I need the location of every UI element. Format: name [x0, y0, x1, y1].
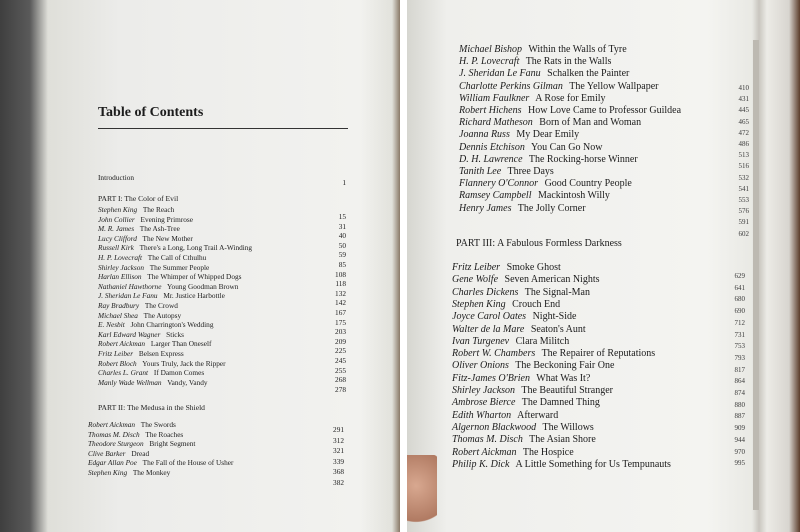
part3-page-number: 641 [734, 283, 745, 292]
entry-author: Fitz-James O'Brien [452, 372, 530, 384]
entry-title: The Autopsy [141, 310, 182, 320]
part1-entry [98, 244, 252, 253]
part2-cont-page-number: 532 [738, 173, 749, 182]
part1-page-number: 85 [338, 260, 346, 269]
thumb [407, 455, 437, 532]
part3-page-number: 680 [734, 295, 745, 304]
entry-title: The Swords [139, 420, 176, 429]
part2-cont-entry [459, 81, 658, 92]
entry-title: The Roaches [143, 429, 184, 439]
entry-title: A Little Something for Us Tempunauts [513, 458, 671, 470]
part3-entry [452, 348, 655, 359]
part3-entry [452, 459, 671, 470]
part1-page-number: 118 [335, 279, 346, 289]
part3-page-number: 887 [734, 412, 745, 421]
entry-title: Born of Man and Woman [536, 117, 642, 129]
entry-title: There's a Long, Long Trail A-Winding [137, 243, 253, 253]
part3-entry [452, 324, 586, 335]
toc-title: Table of Contents [98, 105, 204, 120]
entry-title: Vandy, Vandy [165, 377, 208, 387]
part2-cont-entry [459, 117, 641, 128]
part3-entry [452, 274, 600, 285]
entry-author: Fritz Leiber [98, 349, 134, 358]
entry-title: Yours Truly, Jack the Ripper [140, 358, 226, 368]
part3-entry [452, 422, 594, 433]
part2-cont-entry [459, 56, 611, 67]
entry-author: Lucy Clifford [98, 233, 137, 243]
part3-page-number: 880 [734, 400, 745, 409]
part1-entry [98, 254, 206, 263]
entry-author: Charlotte Perkins Gilman [459, 80, 563, 92]
entry-author: Fritz Leiber [452, 262, 501, 273]
entry-title: Bright Segment [147, 439, 196, 449]
part1-entry [98, 360, 226, 369]
entry-title: The Crowd [143, 301, 178, 310]
entry-title: Mackintosh Willy [535, 190, 610, 202]
entry-author: Robert Aickman [98, 339, 146, 349]
part2-cont-entry [459, 190, 610, 201]
part1-entry [98, 216, 193, 225]
part2-heading: PART II: The Medusa in the Shield [98, 403, 205, 412]
part3-entry [452, 360, 614, 371]
entry-title: Three Days [505, 166, 554, 177]
part2-cont-page-number: 513 [738, 151, 749, 160]
part3-page-number: 731 [734, 330, 745, 339]
part1-entry [98, 379, 208, 388]
entry-title: Seaton's Aunt [528, 323, 586, 335]
entry-author: Shirley Jackson [452, 385, 516, 396]
part3-page-number: 817 [734, 365, 745, 374]
part1-page-number: 59 [338, 250, 346, 260]
part2-page-number: 312 [333, 435, 344, 445]
entry-title: The Willows [540, 421, 594, 433]
page-edge [753, 40, 759, 510]
part3-entry [452, 397, 600, 408]
entry-title: Young Goodman Brown [165, 281, 239, 291]
entry-author: Flannery O'Connor [459, 178, 539, 190]
entry-author: Nathaniel Hawthorne [98, 281, 162, 291]
part2-page-number: 368 [333, 467, 344, 477]
entry-title: My Dear Emily [513, 129, 580, 141]
part2-cont-page-number: 472 [738, 128, 749, 137]
part1-entry [98, 340, 211, 349]
entry-author: J. Sheridan Le Fanu [459, 68, 541, 80]
entry-author: J. Sheridan Le Fanu [98, 291, 158, 301]
entry-title: The Call of Cthulhu [146, 253, 207, 262]
entry-author: Tanith Lee [459, 166, 502, 177]
entry-author: Robert Aickman [452, 446, 517, 458]
part3-entry [452, 434, 596, 445]
entry-title: The Rats in the Walls [523, 56, 612, 68]
part1-entry [98, 292, 225, 301]
entry-author: Ivan Turgenev [452, 335, 510, 347]
entry-author: Charles L. Grant [98, 368, 149, 378]
part3-entry [452, 410, 558, 421]
part1-page-number: 15 [338, 212, 346, 221]
entry-author: Henry James [459, 202, 512, 214]
part1-page-number: 203 [335, 327, 346, 337]
entry-title: The Monkey [131, 468, 171, 477]
entry-author: Thomas M. Disch [452, 434, 523, 446]
part1-page-number: 167 [335, 308, 346, 317]
part1-entry [98, 321, 213, 330]
part2-page-number: 382 [333, 478, 344, 487]
entry-author: Edgar Allan Poe [88, 458, 137, 468]
part3-entry [452, 447, 574, 458]
part2-cont-entry [459, 93, 606, 104]
entry-author: Theodore Sturgeon [88, 439, 144, 449]
part2-cont-page-number: 602 [738, 229, 749, 238]
part2-cont-entry [459, 129, 579, 140]
entry-author: M. R. James [98, 224, 135, 234]
part1-entry [98, 273, 241, 282]
entry-title: The Damned Thing [519, 397, 600, 409]
entry-title: The Beautiful Stranger [519, 385, 614, 396]
part2-cont-page-number: 431 [738, 95, 749, 104]
entry-author: Ray Bradbury [98, 301, 140, 310]
part2-entry [88, 450, 149, 459]
part3-page-number: 793 [734, 353, 745, 362]
part1-page-number: 108 [335, 269, 346, 279]
part2-entry [88, 459, 233, 468]
photo-gap [400, 0, 407, 532]
entry-author: Joyce Carol Oates [452, 311, 527, 323]
part2-entry [88, 431, 183, 440]
part1-page-number: 142 [335, 298, 346, 308]
part2-cont-entry [459, 203, 586, 214]
entry-author: Thomas M. Disch [88, 429, 140, 439]
part1-entry [98, 225, 180, 234]
part1-entry [98, 350, 184, 359]
part1-entry [98, 312, 181, 321]
entry-author: Robert Aickman [88, 420, 136, 429]
part1-entry [98, 235, 193, 244]
entry-author: E. Nesbit [98, 320, 125, 330]
entry-author: Clive Barker [88, 448, 126, 458]
part3-entry [452, 311, 576, 322]
entry-title: Schalken the Painter [544, 68, 630, 80]
title-rule [98, 128, 348, 129]
entry-title: Night-Side [530, 311, 577, 323]
entry-author: Stephen King [452, 298, 506, 310]
part2-cont-page-number: 486 [738, 140, 749, 148]
part2-entry [88, 440, 195, 449]
part3-page-number: 864 [734, 377, 745, 386]
part1-page-number: 50 [338, 240, 346, 250]
entry-title: The Fall of the House of Usher [140, 458, 234, 468]
part1-page-number: 132 [335, 288, 346, 298]
part3-page-number: 874 [734, 389, 745, 397]
entry-author: Dennis Etchison [459, 141, 525, 153]
part2-cont-page-number: 465 [738, 117, 749, 126]
part2-page-number: 321 [333, 446, 344, 456]
part3-heading: PART III: A Fabulous Formless Darkness [456, 238, 622, 249]
entry-author: Michael Bishop [459, 44, 523, 55]
entry-title: The Jolly Corner [515, 202, 586, 214]
part2-cont-page-number: 445 [738, 106, 749, 115]
part2-cont-page-number: 591 [738, 218, 749, 227]
entry-title: The Ash-Tree [138, 224, 180, 234]
part3-entry [452, 287, 590, 298]
part3-entry [452, 299, 560, 310]
entry-author: H. P. Lovecraft [459, 56, 520, 68]
entry-title: Smoke Ghost [504, 262, 561, 273]
part3-page-number: 970 [734, 447, 745, 456]
entry-author: Ramsey Campbell [459, 190, 532, 202]
entry-author: Edith Wharton [452, 409, 512, 421]
part1-page-number: 175 [335, 317, 346, 327]
entry-author: D. H. Lawrence [459, 153, 523, 165]
part1-page-number: 255 [335, 365, 346, 375]
part3-entry [452, 373, 590, 384]
part3-page-number: 629 [734, 272, 745, 280]
entry-author: Karl Edward Wagner [98, 329, 161, 339]
part1-entry [98, 283, 238, 292]
right-photo [407, 0, 800, 532]
part1-heading: PART I: The Color of Evil [98, 194, 179, 203]
part1-entry [98, 264, 209, 273]
part2-cont-page-number: 576 [738, 207, 749, 216]
entry-title: Mr. Justice Harbottle [161, 291, 225, 301]
part2-cont-entry [459, 68, 629, 79]
entry-author: Richard Matheson [459, 117, 533, 129]
part2-entry [88, 469, 170, 478]
part3-page-number: 995 [734, 459, 745, 468]
entry-author: Manly Wade Wellman [98, 377, 162, 387]
entry-title: You Can Go Now [528, 141, 603, 153]
part2-cont-entry [459, 166, 554, 177]
entry-title: The Repairer of Reputations [539, 348, 656, 360]
part2-page-number: 291 [333, 425, 344, 434]
entry-title: Within the Walls of Tyre [526, 44, 627, 55]
entry-author: Algernon Blackwood [452, 421, 537, 433]
entry-author: Russell Kirk [98, 243, 134, 253]
entry-title: A Rose for Emily [533, 92, 606, 104]
entry-author: Joanna Russ [459, 129, 510, 141]
part2-cont-entry [459, 142, 602, 153]
part3-page-number: 909 [734, 424, 745, 433]
entry-title: The Asian Shore [526, 434, 596, 446]
entry-author: John Collier [98, 214, 135, 224]
part2-page-number: 339 [333, 456, 344, 466]
entry-title: The Signal-Man [522, 286, 590, 298]
entry-author: Robert Hichens [459, 105, 522, 116]
part1-page-number: 278 [335, 384, 346, 394]
entry-title: The Whimper of Whipped Dogs [145, 272, 242, 282]
entry-title: The Rocking-horse Winner [526, 153, 638, 165]
part2-cont-entry [459, 154, 638, 165]
entry-title: Dread [129, 448, 150, 458]
part2-entry [88, 421, 176, 430]
part2-cont-page-number: 410 [738, 84, 749, 92]
entry-title: The Summer People [148, 262, 210, 272]
part2-cont-page-number: 516 [738, 162, 749, 171]
entry-author: Stephen King [98, 205, 138, 214]
part2-cont-entry [459, 178, 632, 189]
entry-author: Robert Bloch [98, 358, 137, 368]
entry-title: Evening Primrose [138, 214, 194, 224]
entry-title: How Love Came to Professor Guildea [525, 105, 682, 116]
part1-page-number: 209 [335, 336, 346, 346]
entry-author: Shirley Jackson [98, 262, 144, 272]
entry-author: Robert W. Chambers [452, 348, 536, 360]
part1-page-number: 245 [335, 356, 346, 365]
part3-page-number: 944 [734, 435, 745, 444]
part3-page-number: 712 [734, 318, 745, 327]
entry-author: Gene Wolfe [452, 274, 499, 286]
part3-page-number: 753 [734, 342, 745, 351]
entry-title: Belsen Express [137, 349, 184, 358]
part1-page-number: 40 [338, 231, 346, 241]
entry-author: Walter de la Mare [452, 323, 525, 335]
part1-entry [98, 331, 184, 340]
entry-title: Crouch End [509, 298, 561, 310]
entry-author: Ambrose Bierce [452, 397, 516, 409]
entry-author: Michael Shea [98, 310, 138, 320]
intro-page: 1 [342, 178, 346, 187]
entry-title: The Reach [141, 205, 175, 214]
part2-cont-page-number: 553 [738, 196, 749, 204]
part1-page-number: 31 [338, 221, 346, 231]
part3-entry [452, 262, 561, 273]
entry-title: What Was It? [533, 372, 591, 384]
intro-title: Introduction [98, 173, 135, 182]
entry-title: Clara Militch [513, 335, 570, 347]
entry-author: Philip K. Dick [452, 458, 510, 470]
entry-title: Afterward [515, 409, 559, 421]
part1-entry [98, 206, 174, 215]
part2-cont-page-number: 541 [738, 184, 749, 193]
part2-cont-entry [459, 44, 627, 55]
entry-author: Oliver Onions [452, 360, 509, 372]
entry-title: The Beckoning Fair One [512, 360, 615, 372]
entry-title: The Hospice [520, 446, 574, 458]
entry-title: Seven American Nights [502, 274, 600, 286]
entry-title: Sticks [164, 329, 184, 339]
part3-entry [452, 385, 613, 396]
entry-title: Larger Than Oneself [149, 339, 212, 349]
entry-author: Charles Dickens [452, 286, 519, 298]
entry-title: The New Mother [140, 233, 193, 243]
entry-author: Harlan Ellison [98, 272, 142, 282]
entry-title: If Damon Comes [152, 368, 205, 378]
part3-page-number: 690 [734, 307, 745, 316]
part1-entry [98, 369, 204, 378]
part3-entry [452, 336, 569, 347]
entry-author: Stephen King [88, 468, 128, 477]
entry-author: William Faulkner [459, 92, 530, 104]
entry-author: H. P. Lovecraft [98, 253, 143, 262]
entry-title: Good Country People [542, 178, 632, 190]
part1-page-number: 268 [335, 375, 346, 385]
part1-page-number: 225 [335, 346, 346, 356]
entry-title: The Yellow Wallpaper [566, 80, 659, 92]
part2-cont-entry [459, 105, 681, 116]
part1-entry [98, 302, 178, 311]
entry-title: John Charrington's Wedding [128, 320, 214, 330]
